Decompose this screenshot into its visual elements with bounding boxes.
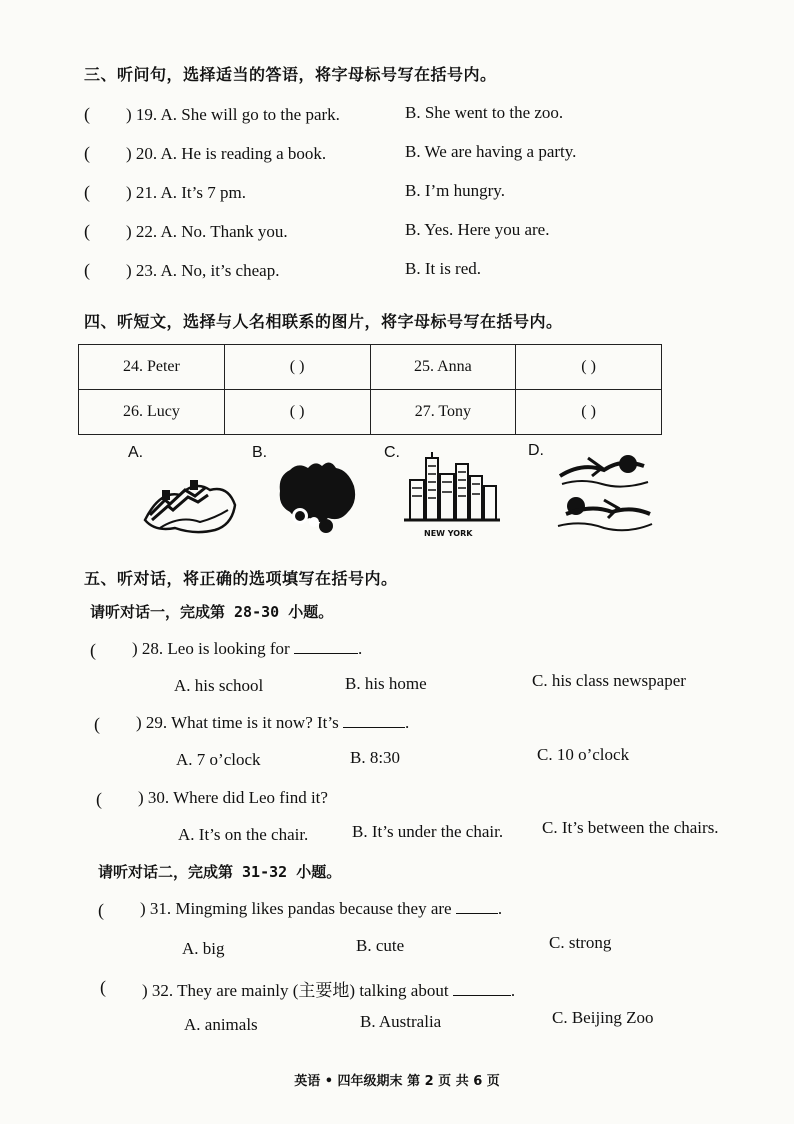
picture-label-a: A.: [128, 444, 144, 461]
answer-blank[interactable]: [453, 981, 511, 996]
picture-label-b: B.: [252, 444, 268, 461]
option-b: B. Australia: [360, 1012, 442, 1031]
option-b: B. his home: [345, 674, 427, 693]
option-c: C. Beijing Zoo: [552, 1008, 654, 1027]
answer-blank[interactable]: [343, 713, 405, 728]
option-c: C. 10 o’clock: [537, 745, 630, 764]
question-line: [136, 713, 409, 733]
option-b: B. She went to the zoo.: [405, 103, 564, 122]
table-row: [79, 390, 662, 435]
option-a: A. It’s on the chair.: [178, 825, 309, 844]
option-b: B. cute: [356, 936, 405, 955]
question-period: .: [357, 639, 363, 658]
question-text: ) 28. Leo is looking for: [132, 639, 290, 658]
question-line: [140, 899, 502, 919]
question-text: ) 22. A. No. Thank you.: [126, 222, 288, 241]
answer-cell[interactable]: ( ): [516, 345, 662, 390]
new-york-skyline-icon: [404, 452, 500, 528]
question-text: ) 29. What time is it now? It’s: [136, 713, 339, 732]
question-line: [142, 976, 515, 1001]
option-b: B. It is red.: [405, 259, 482, 278]
question-line: [132, 639, 362, 659]
question-period: .: [497, 899, 503, 918]
question-text: ) 21. A. It’s 7 pm.: [126, 183, 246, 202]
answer-cell[interactable]: ( ): [516, 390, 662, 435]
option-b: B. I’m hungry.: [405, 181, 505, 200]
option-c: C. It’s between the chairs.: [542, 818, 719, 837]
table-row: [79, 345, 662, 390]
answer-paren[interactable]: (: [84, 143, 90, 163]
australia-map-icon: [270, 456, 360, 536]
answer-paren[interactable]: (: [90, 640, 96, 660]
matching-table: [78, 344, 662, 435]
section4-heading: 四、听短文，选择与人名相联系的图片，将字母标号写在括号内。: [84, 312, 563, 331]
name-cell: 25. Anna: [370, 345, 516, 390]
question-text: ) 32. They are mainly (主要地) talking about: [142, 981, 449, 1000]
picture-label-c: C.: [384, 444, 400, 461]
question-text: ) 30. Where did Leo find it?: [138, 788, 328, 807]
option-b: B. 8:30: [350, 748, 401, 767]
answer-paren[interactable]: (: [96, 789, 102, 809]
dialogue2-instruction: 请听对话二，完成第 31-32 小题。: [98, 863, 342, 881]
option-c: C. his class newspaper: [532, 671, 686, 690]
name-cell: 27. Tony: [370, 390, 516, 435]
question-period: .: [404, 713, 410, 732]
option-a: A. animals: [184, 1015, 258, 1034]
answer-blank[interactable]: [456, 899, 498, 914]
option-a: A. big: [182, 939, 225, 958]
option-b: B. Yes. Here you are.: [405, 220, 550, 239]
dialogue1-instruction: 请听对话一，完成第 28-30 小题。: [90, 603, 334, 621]
option-a: A. 7 o’clock: [176, 750, 261, 769]
new-york-caption: NEW YORK: [424, 529, 473, 538]
answer-paren[interactable]: (: [84, 104, 90, 124]
answer-cell[interactable]: ( ): [224, 345, 370, 390]
answer-paren[interactable]: (: [84, 182, 90, 202]
name-cell: 26. Lucy: [79, 390, 225, 435]
answer-paren[interactable]: (: [84, 260, 90, 280]
question-text: ) 19. A. She will go to the park.: [126, 105, 340, 124]
option-a: A. his school: [174, 676, 264, 695]
question-text: ) 23. A. No, it’s cheap.: [126, 261, 280, 280]
answer-paren[interactable]: (: [98, 900, 104, 920]
question-text: ) 31. Mingming likes pandas because they are: [140, 899, 452, 918]
name-cell: 24. Peter: [79, 345, 225, 390]
page-footer: 英语 • 四年级期末 第 2 页 共 6 页: [294, 1074, 500, 1089]
great-wall-icon: [140, 460, 240, 536]
question-period: .: [510, 981, 516, 1000]
option-b: B. It’s under the chair.: [352, 822, 504, 841]
answer-paren[interactable]: (: [100, 977, 106, 997]
picture-label-d: D.: [528, 442, 544, 459]
answer-paren[interactable]: (: [94, 714, 100, 734]
answer-blank[interactable]: [294, 639, 358, 654]
option-b: B. We are having a party.: [405, 142, 577, 161]
option-c: C. strong: [549, 933, 612, 952]
question-text: ) 20. A. He is reading a book.: [126, 144, 327, 163]
section5-heading: 五、听对话，将正确的选项填写在括号内。: [84, 569, 398, 588]
answer-cell[interactable]: ( ): [224, 390, 370, 435]
answer-paren[interactable]: (: [84, 221, 90, 241]
swimming-icon: [552, 448, 658, 538]
section3-heading: 三、听问句，选择适当的答语，将字母标号写在括号内。: [84, 65, 497, 84]
